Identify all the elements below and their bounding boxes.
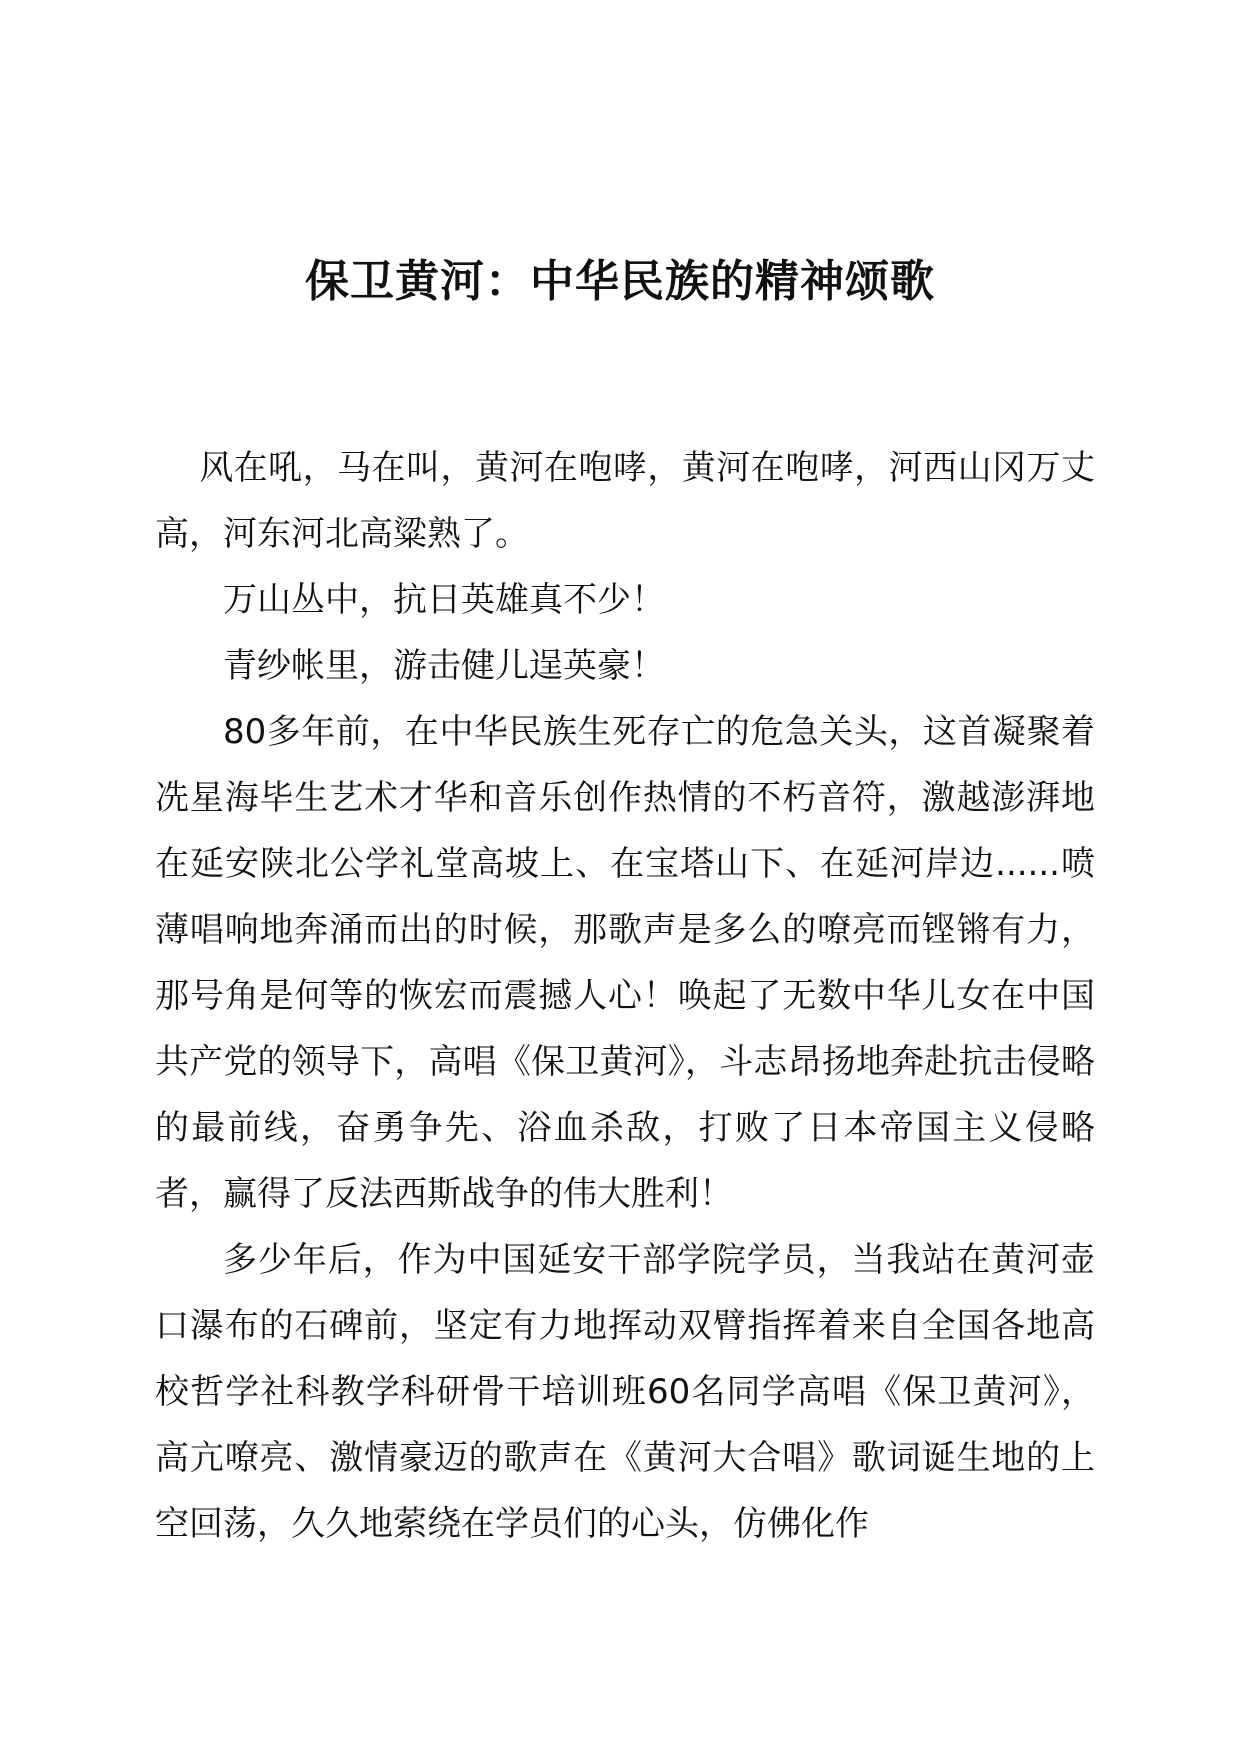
paragraph-memory: 多少年后，作为中国延安干部学院学员，当我站在黄河壶口瀑布的石碑前，坚定有力地挥动双臂指挥着来自全国各地高校哲学社科教学科研骨干培训班60名同学高唱《保卫黄河》，高亢嘹亮、激情豪迈的歌声在《黄河大合唱》歌词诞生地的上空回荡，久久地萦绕在学员们的心头，仿佛化作 — [155, 1240, 1095, 1544]
paragraph-lyrics-2: 万山丛中，抗日英雄真不少！ — [223, 580, 665, 620]
document-title: 保卫黄河：中华民族的精神颂歌 — [305, 256, 935, 307]
document-body — [155, 435, 1095, 1557]
paragraph-history: 80多年前，在中华民族生死存亡的危急关头，这首凝聚着冼星海毕生艺术才华和音乐创作热情的不朽音符，激越澎湃地在延安陕北公学礼堂高坡上、在宝塔山下、在延河岸边......喷薄唱响地奔涌而出的时候，那歌声是多么的嘹亮而铿锵有力，那号角是何等的恢宏而震撼人心！唤起了无数中华儿女在中国共产党的领导下，高唱《保卫黄河》，斗志昂扬地奔赴抗击侵略的最前线，奋勇争先、浴血杀敌，打败了日本帝国主义侵略者，赢得了反法西斯战争的伟大胜利！ — [155, 712, 1095, 1214]
paragraph-lyrics-1: 风在吼，马在叫，黄河在咆哮，黄河在咆哮，河西山冈万丈高，河东河北高粱熟了。 — [155, 448, 1095, 554]
paragraph-lyrics-3: 青纱帐里，游击健儿逞英豪！ — [223, 646, 665, 686]
